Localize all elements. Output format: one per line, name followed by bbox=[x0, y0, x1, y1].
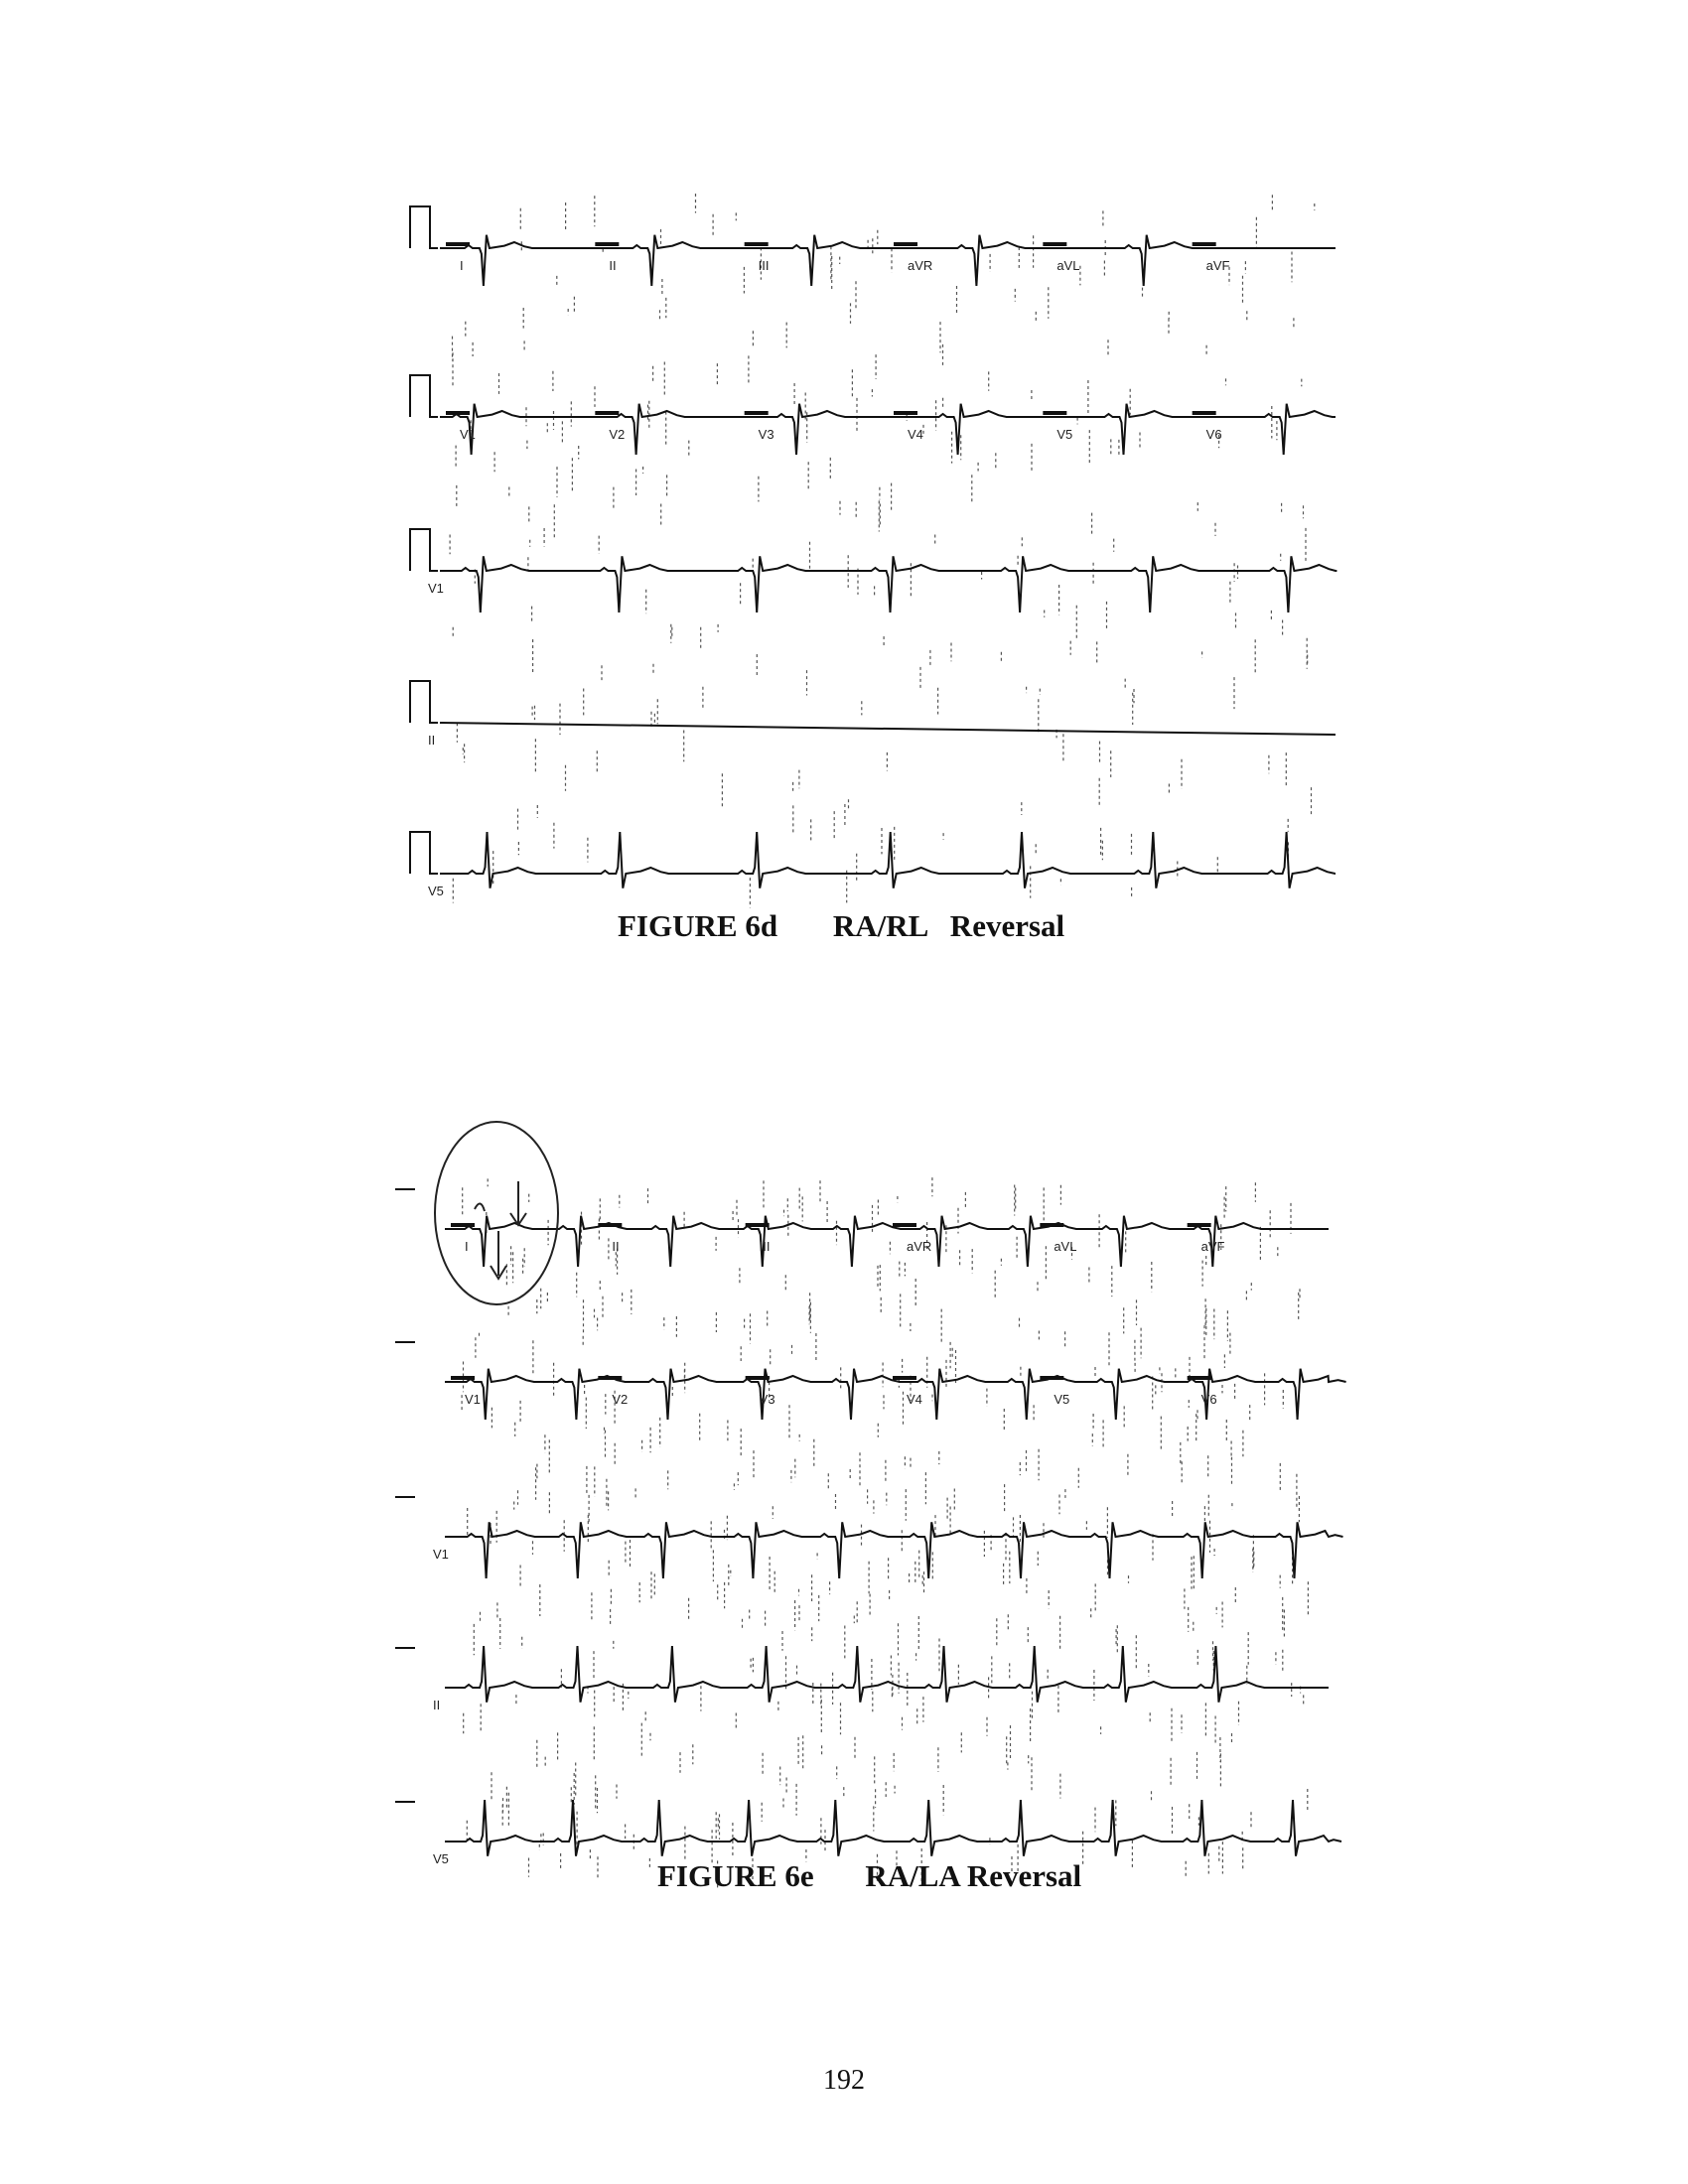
lead-label: V5 bbox=[1056, 427, 1073, 442]
lead-separator bbox=[893, 1376, 916, 1380]
lead-label: V1 bbox=[460, 427, 476, 442]
lead-label: V2 bbox=[612, 1392, 629, 1407]
lead-separator bbox=[746, 1376, 770, 1380]
lead-separator bbox=[893, 1223, 916, 1227]
lead-label: I bbox=[465, 1239, 469, 1254]
lead-label: V5 bbox=[1054, 1392, 1070, 1407]
lead-label: aVF bbox=[1205, 258, 1230, 273]
handwritten-mark bbox=[475, 1203, 485, 1211]
lead-label: V5 bbox=[433, 1851, 449, 1866]
lead-label: aVR bbox=[908, 258, 933, 273]
lead-label: II bbox=[428, 733, 436, 748]
lead-label: V4 bbox=[907, 1392, 922, 1407]
lead-separator bbox=[451, 1376, 475, 1380]
lead-label: V3 bbox=[758, 427, 774, 442]
lead-label: V6 bbox=[1200, 1392, 1217, 1407]
lead-separator bbox=[451, 1223, 475, 1227]
lead-label: V5 bbox=[428, 884, 444, 898]
lead-label: V2 bbox=[609, 427, 626, 442]
lead-separator bbox=[598, 1376, 622, 1380]
lead-label: aVF bbox=[1200, 1239, 1225, 1254]
lead-label: V1 bbox=[465, 1392, 481, 1407]
lead-label: V1 bbox=[428, 581, 444, 596]
ecg-trace bbox=[445, 1522, 1343, 1578]
lead-label: II bbox=[612, 1239, 620, 1254]
lead-label: aVR bbox=[907, 1239, 932, 1254]
lead-separator bbox=[1040, 1223, 1063, 1227]
lead-label: V1 bbox=[433, 1547, 449, 1562]
figure-6d-number: FIGURE 6d bbox=[618, 908, 778, 943]
lead-label: V4 bbox=[908, 427, 923, 442]
figure-6e-caption bbox=[657, 1858, 1081, 1894]
lead-separator bbox=[1188, 1376, 1211, 1380]
lead-label: aVL bbox=[1054, 1239, 1077, 1254]
grid-fragments bbox=[462, 1177, 1308, 1890]
figure-6d-title: RA/RL Reversal bbox=[832, 908, 1065, 943]
lead-label: II bbox=[609, 258, 617, 273]
lead-label: III bbox=[759, 1239, 771, 1254]
handwritten-arrow-icon bbox=[491, 1231, 506, 1279]
ecg-trace bbox=[445, 1646, 1329, 1703]
lead-separator bbox=[1040, 1376, 1063, 1380]
figure-6e-title: RA/LA Reversal bbox=[865, 1858, 1082, 1893]
lead-label: aVL bbox=[1056, 258, 1080, 273]
handwritten-arrow-icon bbox=[510, 1181, 526, 1225]
figure-6e-number: FIGURE 6e bbox=[657, 1858, 814, 1893]
page-number: 192 bbox=[823, 2065, 865, 2096]
lead-separator bbox=[1188, 1223, 1211, 1227]
lead-label: I bbox=[460, 258, 464, 273]
lead-label: V6 bbox=[1205, 427, 1222, 442]
lead-label: V3 bbox=[759, 1392, 775, 1407]
lead-separator bbox=[746, 1223, 770, 1227]
ecg-trace bbox=[445, 1800, 1341, 1856]
lead-label: II bbox=[433, 1698, 441, 1712]
lead-label: III bbox=[758, 258, 770, 273]
lead-separator bbox=[598, 1223, 622, 1227]
